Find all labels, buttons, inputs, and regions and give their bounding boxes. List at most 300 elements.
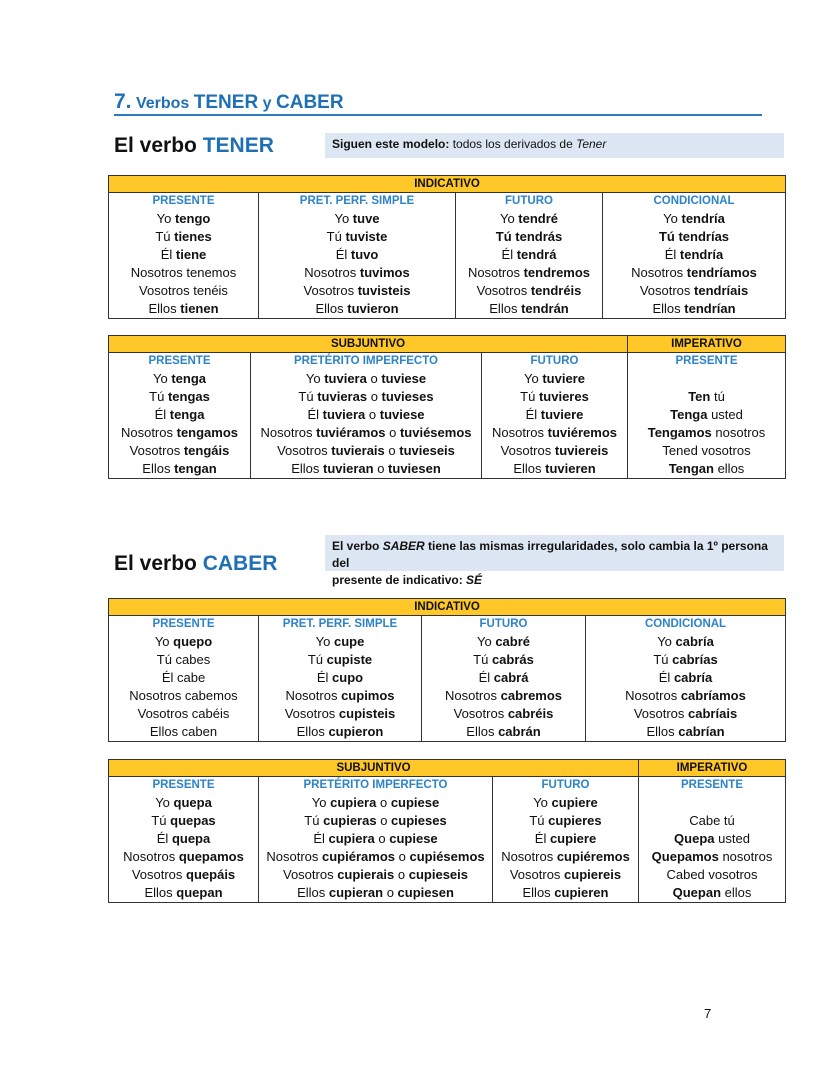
pronoun: Yo (156, 211, 175, 226)
subject: tú (710, 389, 725, 404)
pronoun: Yo (533, 795, 552, 810)
conjunction: o (394, 867, 409, 882)
tener-indicativo-tense-row (109, 193, 786, 211)
tener-note (325, 133, 784, 158)
caber-indicativo-cell (109, 723, 259, 742)
tener-subjuntivo-header: SUBJUNTIVO (109, 336, 628, 353)
pronoun: Nosotros (467, 265, 524, 280)
caber-subjuntivo-cell (639, 830, 786, 848)
pronoun: Nosotros (444, 688, 501, 703)
form: cupieras (323, 813, 377, 828)
alt-form: tuviesen (388, 461, 441, 476)
form: tuvierais (331, 443, 385, 458)
form: tuviera (324, 371, 367, 386)
caber-indicativo-tense-label: FUTURO (422, 616, 586, 634)
form: tuviéramos (316, 425, 386, 440)
conjunction: o (366, 371, 382, 386)
caber-note (325, 535, 784, 587)
caber-indicativo-cell (422, 651, 586, 669)
pronoun: Nosotros tenemos (130, 265, 237, 280)
caber-indicativo-cell (422, 705, 586, 723)
caber-indicativo-row (109, 633, 786, 651)
pronoun: Ellos (144, 885, 177, 900)
page-number: 7 (704, 1006, 712, 1021)
pronoun: Tú (326, 229, 346, 244)
form: tuvieras (317, 389, 368, 404)
form: tuviere (542, 371, 585, 386)
pronoun: Vosotros (131, 867, 187, 882)
caber-indicativo-row (109, 651, 786, 669)
tener-subjuntivo-tense-label: PRESENTE (628, 353, 786, 371)
pronoun: Él (154, 407, 170, 422)
caber-indicativo-header-row (109, 599, 786, 616)
form: cabría (673, 670, 713, 685)
caber-indicativo-tense-label: PRET. PERF. SIMPLE (259, 616, 422, 634)
form: tuviera (322, 407, 366, 422)
form: cupiere (549, 831, 597, 846)
caber-subjuntivo-cell (639, 884, 786, 903)
pronoun: Él cabe (161, 670, 206, 685)
form: quepas (170, 813, 216, 828)
caber-subjuntivo-tense-row (109, 777, 786, 795)
pronoun: Él (316, 670, 333, 685)
tener-subjuntivo-row (109, 406, 786, 424)
form: quepa (171, 831, 211, 846)
pronoun: Tú (151, 813, 171, 828)
pronoun: Vosotros tenéis (139, 283, 228, 298)
caber-subjuntivo-cell (493, 830, 639, 848)
section-verb1: TENER (193, 92, 259, 113)
pronoun: Vosotros (277, 443, 332, 458)
conjunction: o (367, 389, 382, 404)
form: tuvieran (323, 461, 374, 476)
pronoun: Él (160, 247, 176, 262)
pronoun: Él (156, 831, 172, 846)
tener-subjuntivo-cell (628, 442, 786, 460)
caber-subjuntivo-cell (259, 866, 493, 884)
tener-indicativo-header: INDICATIVO (109, 176, 786, 193)
form: cabré (495, 634, 531, 649)
pronoun: Vosotros (453, 706, 508, 721)
caber-indicativo-cell (259, 705, 422, 723)
pronoun: Nosotros (123, 849, 179, 864)
tener-subjuntivo-cell (482, 442, 628, 460)
form: cupiéremos (556, 849, 630, 864)
subject: nosotros (718, 849, 773, 864)
tener-subjuntivo-cell (109, 424, 251, 442)
alt-form: cupieseis (408, 867, 469, 882)
tener-indicativo-cell (109, 264, 259, 282)
tener-subjuntivo-tense-row (109, 353, 786, 371)
caber-indicativo-row (109, 669, 786, 687)
pronoun: Nosotros (631, 265, 687, 280)
tener-subjuntivo-cell (109, 388, 251, 406)
caber-subjuntivo-cell (259, 830, 493, 848)
caber-subjuntivo-cell (259, 848, 493, 866)
caber-title (114, 552, 277, 576)
form: quepo (173, 634, 213, 649)
pronoun: Tú cabes (156, 652, 211, 667)
caber-subjuntivo-cell (109, 794, 259, 812)
form: tendrían (684, 301, 736, 316)
form: tuvieres (538, 389, 589, 404)
caber-subjuntivo-tense-label: PRESENTE (639, 777, 786, 795)
alt-form: cupiesen (397, 885, 454, 900)
caber-subjuntivo-cell (109, 866, 259, 884)
caber-subjuntivo-cell (493, 794, 639, 812)
pronoun: Tú (473, 652, 492, 667)
tener-subjuntivo-cell (482, 388, 628, 406)
tener-indicativo-cell (456, 228, 603, 246)
caber-indicativo-cell (259, 633, 422, 651)
caber-subjuntivo-cell (109, 812, 259, 830)
pronoun: Ellos (513, 461, 546, 476)
alt-form: tuvieses (381, 389, 434, 404)
tener-subjuntivo-cell (482, 424, 628, 442)
pronoun: Tú (149, 389, 168, 404)
tener-subjuntivo-cell (109, 370, 251, 388)
pronoun: Vosotros (500, 443, 555, 458)
caber-indicativo-cell (109, 669, 259, 687)
tener-indicativo-cell (603, 246, 786, 264)
pronoun: Vosotros (476, 283, 531, 298)
caber-indicativo-cell (109, 633, 259, 651)
caber-indicativo-cell (586, 705, 786, 723)
tener-indicativo-cell (603, 228, 786, 246)
tener-indicativo-cell (259, 246, 456, 264)
tener-subjuntivo-cell (482, 406, 628, 424)
tener-indicativo-cell (109, 300, 259, 319)
pronoun: Yo (154, 634, 174, 649)
form: tenga (169, 407, 205, 422)
section-verb2: CABER (276, 92, 344, 113)
pronoun: Yo (663, 211, 682, 226)
pronoun: Yo (305, 371, 325, 386)
pronoun: Ellos caben (149, 724, 218, 739)
tener-indicativo-cell (603, 210, 786, 228)
caber-subjuntivo-row (109, 848, 786, 866)
pronoun: Él (664, 247, 680, 262)
pronoun: Tú (304, 813, 324, 828)
pronoun: Nosotros (266, 849, 323, 864)
form: tengamos (176, 425, 239, 440)
form: tengo (174, 211, 211, 226)
pronoun: Nosotros (304, 265, 360, 280)
caber-subjuntivo-cell (639, 866, 786, 884)
tener-indicativo-cell (603, 264, 786, 282)
tener-indicativo-cell (456, 300, 603, 319)
form: cupisteis (338, 706, 396, 721)
tener-subjuntivo-row (109, 442, 786, 460)
pronoun: Ellos (522, 885, 555, 900)
caber-indicativo-cell (109, 651, 259, 669)
tener-subjuntivo-table (108, 335, 786, 479)
pronoun: Vosotros cabéis (137, 706, 230, 721)
caber-subjuntivo-cell (109, 884, 259, 903)
form: cupiéramos (322, 849, 395, 864)
caber-subjuntivo-tense-label: PRESENTE (109, 777, 259, 795)
caber-subjuntivo-header: SUBJUNTIVO (109, 760, 639, 777)
caber-title-verb: CABER (202, 552, 278, 575)
tener-subjuntivo-cell (251, 406, 482, 424)
tener-subjuntivo-cell (628, 388, 786, 406)
form: tuvisteis (357, 283, 411, 298)
form: tuvimos (359, 265, 410, 280)
form: quepa (173, 795, 212, 810)
tener-indicativo-cell (259, 264, 456, 282)
caber-indicativo-cell (586, 687, 786, 705)
pronoun: Ellos (315, 301, 348, 316)
caber-subjuntivo-cell (639, 812, 786, 830)
subject: usted (707, 407, 743, 422)
pronoun: Ellos (297, 885, 329, 900)
pronoun: Yo (657, 634, 676, 649)
pronoun: Él (335, 247, 351, 262)
form: cabríais (688, 706, 738, 721)
pronoun: Él (534, 831, 550, 846)
form: tendrá (516, 247, 557, 262)
tener-subjuntivo-cell (251, 370, 482, 388)
caber-indicativo-cell (586, 633, 786, 651)
caber-subjuntivo-cell (493, 812, 639, 830)
pronoun: Ellos (291, 461, 323, 476)
pronoun: Ellos (646, 724, 679, 739)
form: cupiera (328, 831, 375, 846)
tener-indicativo-cell (603, 300, 786, 319)
caber-subjuntivo-row (109, 884, 786, 903)
form: tienes (174, 229, 212, 244)
caber-subjuntivo-cell (639, 794, 786, 812)
tener-indicativo-cell (259, 282, 456, 300)
pronoun: Tú (520, 389, 539, 404)
tener-title (114, 134, 274, 158)
pronoun: Yo (311, 795, 331, 810)
form: quepamos (178, 849, 244, 864)
pronoun: Vosotros (639, 283, 695, 298)
form: tendremos (523, 265, 591, 280)
tener-subjuntivo-cell (628, 460, 786, 479)
tener-indicativo-row (109, 300, 786, 319)
pronoun: Él (525, 407, 541, 422)
caber-subjuntivo-row (109, 866, 786, 884)
tener-indicativo-tense-label: PRET. PERF. SIMPLE (259, 193, 456, 211)
conjunction: o (395, 849, 410, 864)
tener-indicativo-cell (259, 228, 456, 246)
form: tienen (180, 301, 219, 316)
pronoun: Ellos (148, 301, 181, 316)
form: Quepa (674, 831, 715, 846)
pronoun: Yo (476, 634, 496, 649)
form: cupiera (330, 795, 377, 810)
tener-subjuntivo-row (109, 388, 786, 406)
caber-indicativo-cell (422, 723, 586, 742)
section-conj: y (262, 95, 272, 112)
caber-subjuntivo-cell (259, 794, 493, 812)
tener-indicativo-row (109, 264, 786, 282)
form: tiene (175, 247, 207, 262)
form: Tú tendrás (495, 229, 563, 244)
caber-subjuntivo-table (108, 759, 786, 903)
caber-indicativo-row (109, 687, 786, 705)
caber-indicativo-header: INDICATIVO (109, 599, 786, 616)
conjunction: o (373, 461, 389, 476)
pronoun: Él (313, 831, 329, 846)
tener-subjuntivo-cell (109, 460, 251, 479)
tener-indicativo-cell (603, 282, 786, 300)
form: cupiereis (564, 867, 622, 882)
pronoun: Yo (315, 634, 334, 649)
tener-indicativo-cell (259, 210, 456, 228)
caber-subjuntivo-cell (639, 848, 786, 866)
form: cupiste (326, 652, 373, 667)
caber-indicativo-cell (422, 687, 586, 705)
form: Ten (688, 389, 711, 404)
form: tendríamos (686, 265, 757, 280)
tener-subjuntivo-tense-label: PRESENTE (109, 353, 251, 371)
caber-indicativo-cell (259, 669, 422, 687)
caber-subjuntivo-row (109, 794, 786, 812)
tener-indicativo-cell (259, 300, 456, 319)
alt-form: cupiese (390, 795, 440, 810)
form: quepan (176, 885, 223, 900)
tener-subjuntivo-row (109, 460, 786, 479)
tener-subjuntivo-cell (482, 460, 628, 479)
alt-form: cupiésemos (409, 849, 485, 864)
form: tuviere (540, 407, 584, 422)
tener-subjuntivo-imperativo-header: IMPERATIVO (628, 336, 786, 353)
caber-note-l2a: presente de indicativo: (332, 573, 467, 587)
conjunction: o (374, 831, 390, 846)
pronoun: Tú (529, 813, 549, 828)
form: Quepan (672, 885, 722, 900)
form: cupieron (328, 724, 384, 739)
form: tuviéremos (547, 425, 617, 440)
tener-subjuntivo-cell (628, 424, 786, 442)
caber-note-line2 (332, 572, 777, 589)
caber-indicativo-tense-label: CONDICIONAL (586, 616, 786, 634)
tener-note-text: todos los derivados de (449, 137, 577, 151)
section-title (114, 90, 762, 116)
alt-form: cupiese (389, 831, 438, 846)
form: cupieren (554, 885, 609, 900)
pronoun: Tú (307, 652, 327, 667)
tener-subjuntivo-cell (482, 370, 628, 388)
tener-subjuntivo-row (109, 370, 786, 388)
tener-title-verb: TENER (202, 134, 274, 157)
conjunction: o (376, 795, 391, 810)
alt-form: tuviésemos (399, 425, 472, 440)
subject: ellos (713, 461, 745, 476)
pronoun: Él (478, 670, 494, 685)
form: tuvo (350, 247, 379, 262)
pronoun: Yo (153, 371, 172, 386)
pronoun: Yo (155, 795, 174, 810)
form: tendría (679, 247, 724, 262)
caber-indicativo-table (108, 598, 786, 742)
tener-subjuntivo-cell (109, 406, 251, 424)
pronoun: Él (307, 407, 323, 422)
form: cupimos (341, 688, 395, 703)
pronoun: Él (501, 247, 517, 262)
caber-subjuntivo-cell (493, 848, 639, 866)
caber-subjuntivo-row (109, 830, 786, 848)
form: cabrá (493, 670, 529, 685)
form: tuviste (345, 229, 388, 244)
caber-note-l1a: El verbo (332, 539, 383, 553)
form: Tengamos (647, 425, 712, 440)
form: tengáis (183, 443, 230, 458)
tener-subjuntivo-cell (251, 424, 482, 442)
caber-subjuntivo-cell (493, 866, 639, 884)
caber-subjuntivo-imperativo-header: IMPERATIVO (639, 760, 786, 777)
caber-note-l1b: tiene las mismas irregularidades, solo cambia la 1º persona del (332, 539, 768, 570)
caber-indicativo-tense-row (109, 616, 786, 634)
pronoun: Tened vosotros (662, 443, 751, 458)
tener-subjuntivo-row (109, 424, 786, 442)
tener-indicativo-row (109, 228, 786, 246)
subject: ellos (721, 885, 752, 900)
form: tengas (167, 389, 210, 404)
caber-indicativo-cell (422, 633, 586, 651)
caber-indicativo-cell (259, 723, 422, 742)
caber-title-prefix: El verbo (114, 552, 197, 575)
pronoun: Él (658, 670, 674, 685)
form: cupo (332, 670, 364, 685)
caber-indicativo-cell (109, 705, 259, 723)
pronoun: Yo (524, 371, 543, 386)
conjunction: o (384, 443, 400, 458)
caber-subjuntivo-cell (259, 884, 493, 903)
pronoun: Ellos (466, 724, 499, 739)
tener-indicativo-cell (109, 246, 259, 264)
pronoun: Vosotros (633, 706, 689, 721)
alt-form: tuviese (381, 371, 427, 386)
pronoun: Ellos (489, 301, 522, 316)
caber-subjuntivo-cell (109, 830, 259, 848)
pronoun: Cabe tú (689, 813, 735, 828)
form: tengan (174, 461, 217, 476)
tener-indicativo-tense-label: CONDICIONAL (603, 193, 786, 211)
conjunction: o (376, 813, 392, 828)
caber-subjuntivo-tense-label: PRETÉRITO IMPERFECTO (259, 777, 493, 795)
form: tendrán (521, 301, 569, 316)
caber-indicativo-cell (259, 651, 422, 669)
subject: usted (714, 831, 750, 846)
tener-indicativo-cell (456, 264, 603, 282)
alt-form: cupieses (391, 813, 447, 828)
caber-indicativo-tense-label: PRESENTE (109, 616, 259, 634)
pronoun: Tú (155, 229, 175, 244)
form: tuve (352, 211, 380, 226)
caber-subjuntivo-tense-label: FUTURO (493, 777, 639, 795)
caber-indicativo-row (109, 723, 786, 742)
conjunction: o (383, 885, 398, 900)
caber-subjuntivo-cell (493, 884, 639, 903)
pronoun: Yo (499, 211, 519, 226)
tener-indicativo-cell (456, 210, 603, 228)
form: tendréis (530, 283, 582, 298)
pronoun: Nosotros (625, 688, 681, 703)
pronoun: Vosotros (303, 283, 358, 298)
conjunction: o (365, 407, 380, 422)
pronoun: Tú (298, 389, 318, 404)
pronoun: Vosotros (129, 443, 184, 458)
caber-subjuntivo-header-row (109, 760, 786, 777)
caber-subjuntivo-row (109, 812, 786, 830)
form: cabrías (672, 652, 718, 667)
caber-note-l1i: SABER (382, 539, 425, 553)
pronoun: Nosotros (501, 849, 557, 864)
